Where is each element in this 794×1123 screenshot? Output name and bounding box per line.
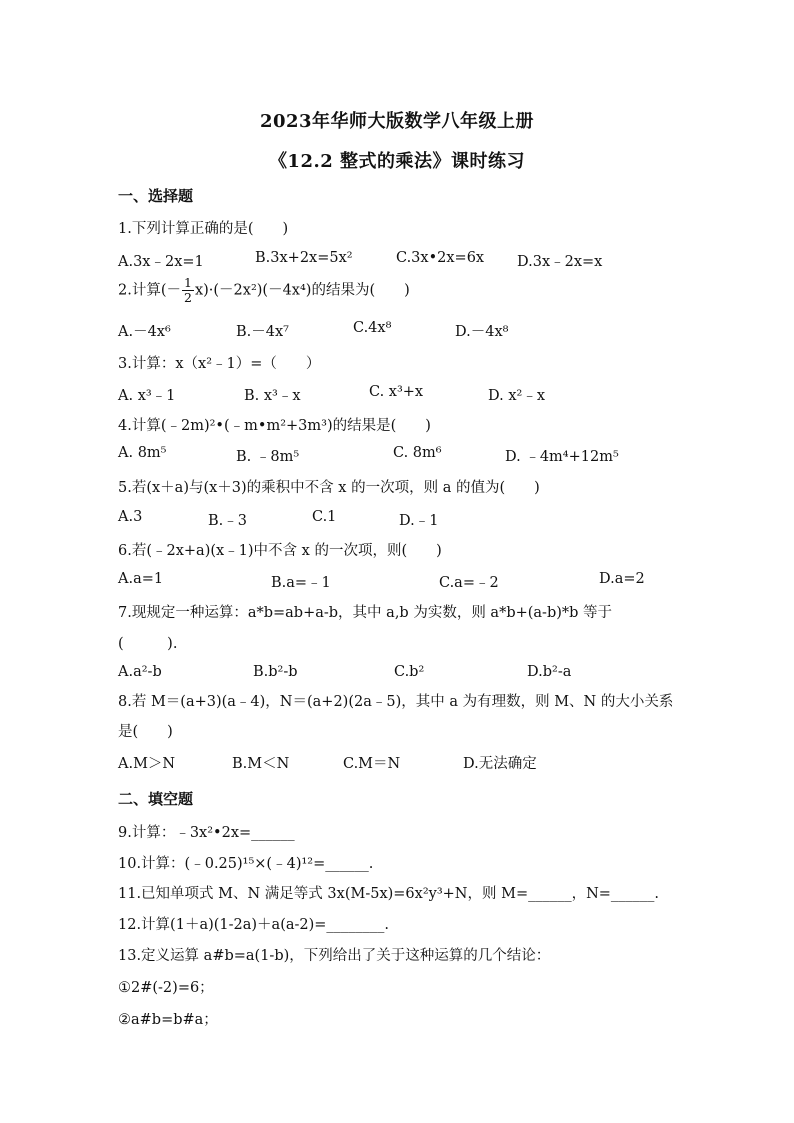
question-2-stem-prefix: 2.计算(－ — [118, 282, 181, 299]
fraction-numerator: 1 — [184, 275, 192, 290]
question-12: 12.计算(1＋a)(1-2a)＋a(a-2)=________. — [118, 917, 390, 933]
question-6-stem: 6.若(﹣2x+a)(x﹣1)中不含 x 的一次项，则( ) — [118, 543, 442, 559]
question-13: 13.定义运算 a#b=a(1-b)，下列给出了关于这种运算的几个结论： — [118, 948, 551, 964]
question-3-option-c: C. x³+x — [369, 384, 424, 400]
question-3-stem: 3.计算：x（x²﹣1）=（ ） — [118, 356, 321, 372]
question-4-stem: 4.计算(﹣2m)²•(﹣m•m²+3m³)的结果是( ) — [118, 418, 431, 434]
question-2-stem-suffix: x)·(－2x²)(－4x⁴)的结果为( ) — [194, 282, 410, 299]
question-7-stem: 7.现规定一种运算：a*b=ab+a-b，其中 a,b 为实数，则 a*b+(a-b)*b 等于 — [118, 605, 613, 621]
question-7-option-c: C.b² — [394, 664, 425, 680]
question-9: 9.计算：﹣3x²•2x=______ — [118, 825, 295, 841]
question-7-option-b: B.b²-b — [253, 664, 298, 680]
question-8-option-c: C.M＝N — [343, 756, 401, 772]
question-8-stem-continued: 是( ) — [118, 724, 173, 740]
question-1-option-b: B.3x+2x=5x² — [255, 250, 353, 266]
question-1-option-d: D.3x﹣2x=x — [517, 254, 603, 270]
question-3-option-b: B. x³﹣x — [244, 388, 301, 404]
section-multiple-choice: 一、选择题 — [118, 187, 194, 205]
question-2-option-b: B.－4x⁷ — [236, 324, 289, 340]
question-1-option-a: A.3x﹣2x=1 — [118, 254, 204, 270]
question-4-option-c: C. 8m⁶ — [393, 445, 442, 461]
question-4-option-b: B. ﹣8m⁵ — [236, 449, 300, 465]
question-1-stem: 1.下列计算正确的是( ) — [118, 221, 289, 237]
question-5-option-c: C.1 — [312, 509, 337, 525]
question-6-option-a: A.a=1 — [118, 571, 164, 587]
question-8-option-d: D.无法确定 — [463, 756, 537, 772]
question-2-option-d: D.－4x⁸ — [455, 324, 509, 340]
question-8-stem: 8.若 M＝(a+3)(a﹣4)，N＝(a+2)(2a﹣5)，其中 a 为有理数，则 M、N 的大小关系 — [118, 694, 674, 710]
question-6-option-c: C.a=﹣2 — [439, 575, 499, 591]
question-2-option-a: A.－4x⁶ — [118, 324, 171, 340]
question-5-stem: 5.若(x＋a)与(x＋3)的乘积中不含 x 的一次项，则 a 的值为( ) — [118, 480, 540, 496]
question-3-option-a: A. x³﹣1 — [118, 388, 176, 404]
question-7-option-a: A.a²-b — [118, 664, 162, 680]
fraction-denominator: 2 — [184, 290, 192, 305]
question-5-option-d: D.﹣1 — [399, 513, 439, 529]
question-8-option-b: B.M＜N — [232, 756, 290, 772]
fraction-one-half — [182, 276, 194, 305]
question-5-option-b: B.﹣3 — [208, 513, 247, 529]
question-3-option-d: D. x²﹣x — [488, 388, 545, 404]
question-2-stem — [118, 276, 410, 305]
question-7-stem-continued: ( ). — [118, 636, 178, 652]
question-8-option-a: A.M＞N — [118, 756, 176, 772]
title-line-2: 《12.2 整式的乘法》课时练习 — [268, 151, 526, 172]
question-11: 11.已知单项式 M、N 满足等式 3x(M-5x)=6x²y³+N，则 M=______，N=______. — [118, 886, 660, 902]
question-6-option-d: D.a=2 — [599, 571, 645, 587]
question-6-option-b: B.a=﹣1 — [271, 575, 331, 591]
question-5-option-a: A.3 — [118, 509, 143, 525]
question-4-option-d: D. ﹣4m⁴+12m⁵ — [505, 449, 619, 465]
question-1-option-c: C.3x•2x=6x — [396, 250, 485, 266]
title-line-1: 2023年华师大版数学八年级上册 — [259, 111, 535, 132]
question-13-conclusion-2: ②a#b=b#a； — [118, 1012, 218, 1028]
question-4-option-a: A. 8m⁵ — [118, 445, 167, 461]
section-fill-in-blank: 二、填空题 — [118, 790, 194, 808]
question-7-option-d: D.b²-a — [527, 664, 572, 680]
question-13-conclusion-1: ①2#(-2)=6； — [118, 980, 214, 996]
question-10: 10.计算：(﹣0.25)¹⁵×(﹣4)¹²=______. — [118, 856, 374, 872]
question-2-option-c: C.4x⁸ — [353, 320, 392, 336]
